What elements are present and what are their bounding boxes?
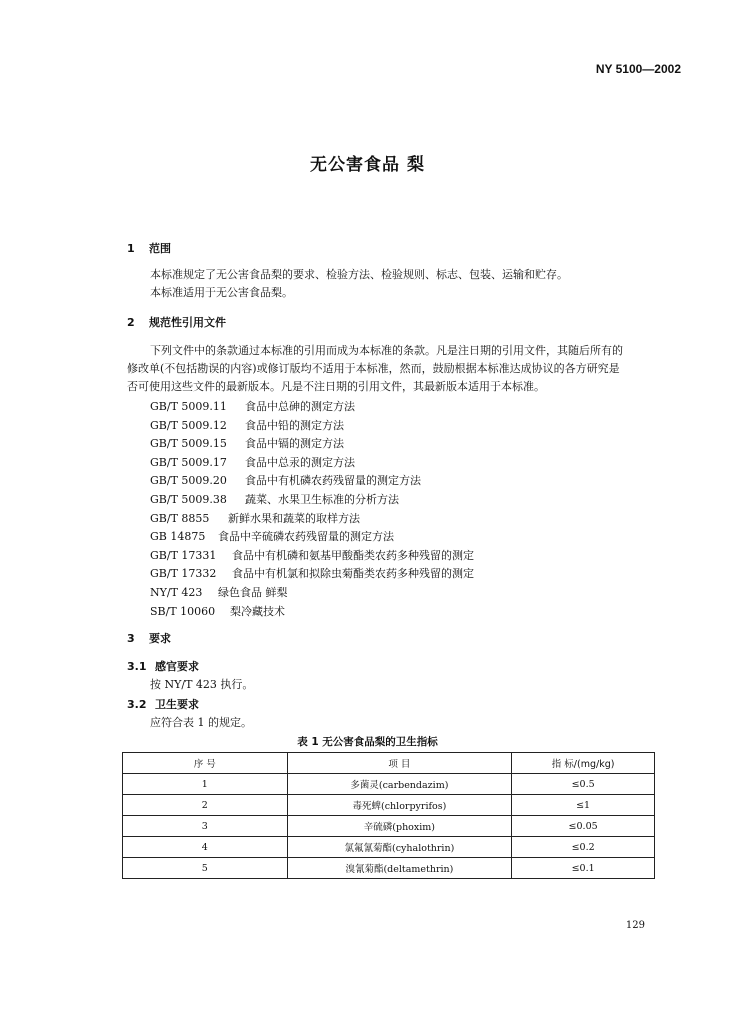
reference-title: 梨冷藏技术: [230, 604, 285, 618]
table-header-cell: 指 标/(mg/kg): [512, 753, 655, 774]
table-cell: 4: [123, 837, 288, 858]
section-3-2-number: 3.2: [127, 698, 147, 711]
table-row: [123, 774, 655, 795]
section-3-1-title: 感官要求: [155, 660, 199, 673]
reference-title: 食品中总砷的测定方法: [245, 400, 355, 413]
standard-code: NY 5100—2002: [595, 62, 681, 76]
reference-title: 食品中铅的测定方法: [245, 418, 344, 432]
table-cell: 氯氟氰菊酯(cyhalothrin): [287, 837, 512, 858]
section-2-number: 2: [127, 316, 135, 329]
section-3-2-title: 卫生要求: [155, 698, 199, 711]
section-2-title: 规范性引用文件: [149, 316, 226, 329]
page-number: 129: [625, 920, 645, 931]
reference-item: [150, 565, 474, 584]
hygiene-index-table: [122, 752, 655, 879]
section-3-2-heading: [127, 696, 199, 712]
section-3-1-number: 3.1: [127, 660, 147, 673]
reference-title: 蔬菜、水果卫生标准的分析方法: [245, 493, 399, 506]
section-1-heading: [127, 240, 171, 256]
table-cell: 2: [123, 795, 288, 816]
section-1-para-1: 本标准规定了无公害食品梨的要求、检验方法、检验规则、标志、包装、运输和贮存。: [150, 268, 568, 281]
reference-code: SB/T 10060: [150, 604, 216, 618]
reference-title: 食品中有机磷和氨基甲酸酯类农药多种残留的测定: [232, 548, 474, 562]
table-cell: 多菌灵(carbendazim): [287, 774, 512, 795]
table-cell: ≤1: [512, 795, 655, 816]
reference-code: GB/T 5009.15: [150, 437, 227, 451]
reference-item: [150, 584, 288, 603]
reference-code: GB/T 5009.17: [150, 455, 227, 469]
table-caption: 表 1 无公害食品梨的卫生指标: [297, 736, 438, 748]
section-2-intro-line-1: 下列文件中的条款通过本标准的引用而成为本标准的条款。凡是注日期的引用文件，其随后所有的: [150, 344, 623, 357]
table-cell: 毒死蜱(chlorpyrifos): [287, 795, 512, 816]
reference-code: GB/T 5009.11: [150, 400, 227, 413]
reference-code: GB/T 5009.38: [150, 493, 227, 506]
reference-title: 绿色食品 鲜梨: [218, 586, 288, 599]
reference-item: [150, 528, 394, 547]
table-cell: 5: [123, 858, 288, 879]
reference-title: 新鲜水果和蔬菜的取样方法: [228, 511, 360, 525]
table-header-cell: 项 目: [287, 753, 512, 774]
table-cell: ≤0.1: [512, 858, 655, 879]
reference-code: GB 14875: [150, 530, 206, 544]
table-cell: 3: [123, 816, 288, 837]
reference-item: [150, 510, 360, 529]
table-header-cell: 序 号: [123, 753, 288, 774]
reference-item: [150, 454, 355, 473]
reference-code: NY/T 423: [150, 586, 203, 599]
section-1-para-2: 本标准适用于无公害食品梨。: [150, 286, 293, 299]
table-cell: ≤0.05: [512, 816, 655, 837]
section-3-2-text: 应符合表 1 的规定。: [150, 716, 252, 729]
reference-title: 食品中辛硫磷农药残留量的测定方法: [218, 530, 394, 544]
table-row: [123, 858, 655, 879]
section-3-heading: [127, 630, 171, 646]
reference-item: [150, 435, 344, 454]
section-2-heading: [127, 314, 226, 330]
reference-item: [150, 547, 474, 566]
reference-item: [150, 398, 355, 417]
reference-title: 食品中总汞的测定方法: [245, 455, 355, 469]
table-cell: 1: [123, 774, 288, 795]
section-3-title: 要求: [149, 632, 171, 645]
section-3-number: 3: [127, 632, 135, 645]
section-2-intro-line-3: 否可使用这些文件的最新版本。凡是不注日期的引用文件，其最新版本适用于本标准。: [127, 380, 545, 393]
reference-item: [150, 491, 399, 510]
reference-code: GB/T 5009.20: [150, 474, 227, 488]
table-row: [123, 837, 655, 858]
table-cell: 辛硫磷(phoxim): [287, 816, 512, 837]
reference-code: GB/T 5009.12: [150, 418, 227, 432]
reference-title: 食品中有机氯和拟除虫菊酯类农药多种残留的测定: [232, 567, 474, 581]
reference-code: GB/T 17332: [150, 567, 217, 581]
section-2-intro-line-2: 修改单(不包括勘误的内容)或修订版均不适用于本标准，然而，鼓励根据本标准达成协议的各方研究是: [127, 362, 620, 375]
table-cell: 溴氰菊酯(deltamethrin): [287, 858, 512, 879]
page-title: 无公害食品 梨: [310, 155, 425, 175]
reference-item: [150, 472, 421, 491]
section-3-1-heading: [127, 658, 199, 674]
reference-code: GB/T 8855: [150, 511, 210, 525]
reference-title: 食品中镉的测定方法: [245, 437, 344, 451]
reference-item: [150, 603, 285, 622]
reference-title: 食品中有机磷农药残留量的测定方法: [245, 474, 421, 488]
table-cell: ≤0.2: [512, 837, 655, 858]
section-1-number: 1: [127, 242, 135, 255]
section-1-title: 范围: [149, 242, 171, 255]
section-3-1-text: 按 NY/T 423 执行。: [150, 678, 254, 691]
table-cell: ≤0.5: [512, 774, 655, 795]
table-row: [123, 795, 655, 816]
reference-item: [150, 417, 344, 436]
table-header-row: [123, 753, 655, 774]
reference-code: GB/T 17331: [150, 548, 217, 562]
table-row: [123, 816, 655, 837]
